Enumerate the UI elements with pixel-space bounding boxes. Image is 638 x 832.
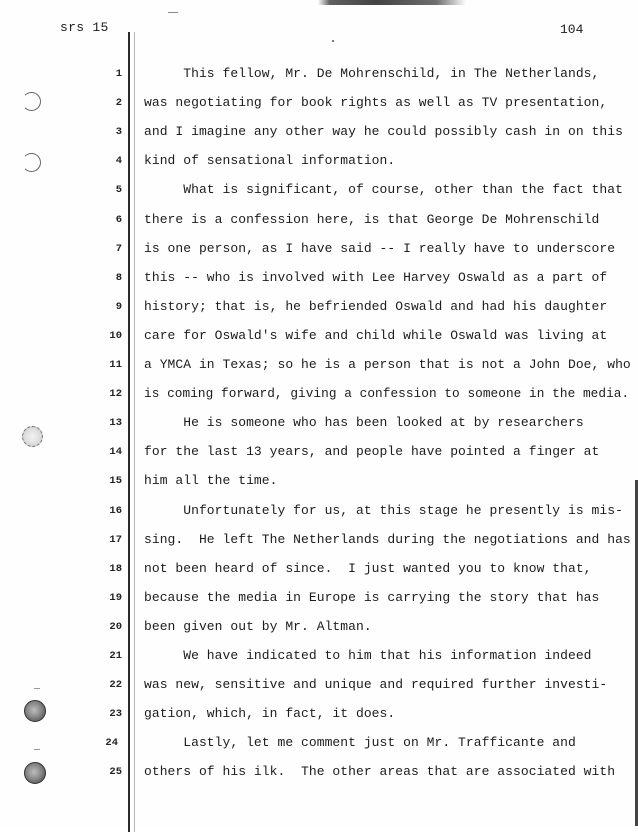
scan-smudge <box>318 0 466 5</box>
margin-rule-inner <box>134 32 135 832</box>
line-number: 24 <box>105 737 118 749</box>
line-number: 23 <box>109 708 122 720</box>
line-number: 25 <box>109 766 122 778</box>
line-number: 7 <box>115 243 122 255</box>
line-number: 15 <box>109 475 122 487</box>
transcript-line: He is someone who has been looked at by researchers <box>144 415 584 430</box>
line-number: 6 <box>115 214 122 226</box>
line-number: 22 <box>109 679 122 691</box>
transcript-line: there is a confession here, is that George De Mohrenschild <box>144 212 600 227</box>
transcript-line: history; that is, he befriended Oswald and had his daughter <box>144 299 608 314</box>
line-number: 5 <box>115 184 122 196</box>
line-number: 2 <box>115 97 122 109</box>
line-number: 8 <box>115 272 122 284</box>
line-number: 20 <box>109 621 122 633</box>
transcript-line: a YMCA in Texas; so he is a person that is not a John Doe, who <box>144 357 631 372</box>
line-number: 21 <box>109 650 122 662</box>
transcript-line: not been heard of since. I just wanted you to know that, <box>144 561 592 576</box>
line-number: 11 <box>109 359 122 371</box>
transcript-line: because the media in Europe is carrying the story that has <box>144 590 600 605</box>
transcript-line: Lastly, let me comment just on Mr. Trafficante and <box>144 735 576 750</box>
transcript-line: is one person, as I have said -- I really have to underscore <box>144 241 616 256</box>
transcript-line: We have indicated to him that his information indeed <box>144 648 592 663</box>
transcript-line: What is significant, of course, other than the fact that <box>144 182 623 197</box>
line-number: 12 <box>109 388 122 400</box>
transcript-line: was negotiating for book rights as well as TV presentation, <box>144 95 608 110</box>
transcript-line: Unfortunately for us, at this stage he presently is mis- <box>144 503 623 518</box>
scan-mark <box>34 749 40 750</box>
line-number: 1 <box>115 68 122 80</box>
page-number: 104 <box>560 22 584 37</box>
line-number: 4 <box>115 155 122 167</box>
transcript-id: srs 15 <box>60 20 109 35</box>
line-number: 9 <box>115 301 122 313</box>
line-number: 13 <box>109 417 122 429</box>
line-number: 18 <box>109 563 122 575</box>
transcript-line: was new, sensitive and unique and required further investi- <box>144 677 608 692</box>
transcript-line: kind of sensational information. <box>144 153 396 168</box>
transcript-line: him all the time. <box>144 473 278 488</box>
punch-hole-icon <box>22 92 41 111</box>
punch-hole-icon <box>22 426 43 447</box>
transcript-line: gation, which, in fact, it does. <box>144 706 396 721</box>
line-number: 3 <box>115 126 122 138</box>
line-number: 14 <box>109 446 122 458</box>
line-number: 16 <box>109 505 122 517</box>
punch-hole-icon <box>24 762 46 784</box>
transcript-line: for the last 13 years, and people have pointed a finger at <box>144 444 600 459</box>
punch-hole-icon <box>24 700 46 722</box>
transcript-line: this -- who is involved with Lee Harvey Oswald as a part of <box>144 270 608 285</box>
transcript-line: is coming forward, giving a confession to someone in the media. <box>144 386 630 401</box>
line-number: 10 <box>109 330 122 342</box>
scan-mark <box>34 688 40 689</box>
transcript-line: others of his ilk. The other areas that are associated with <box>144 764 616 779</box>
line-number: 17 <box>109 534 122 546</box>
transcript-line: and I imagine any other way he could possibly cash in on this <box>144 124 623 139</box>
transcript-line: sing. He left The Netherlands during the negotiations and has <box>144 532 631 547</box>
scan-dot <box>332 40 334 42</box>
punch-hole-icon <box>22 153 41 172</box>
transcript-line: been given out by Mr. Altman. <box>144 619 372 634</box>
scan-mark <box>168 12 178 16</box>
transcript-line: This fellow, Mr. De Mohrenschild, in The Netherlands, <box>144 66 600 81</box>
line-number: 19 <box>109 592 122 604</box>
transcript-line: care for Oswald's wife and child while Oswald was living at <box>144 328 608 343</box>
